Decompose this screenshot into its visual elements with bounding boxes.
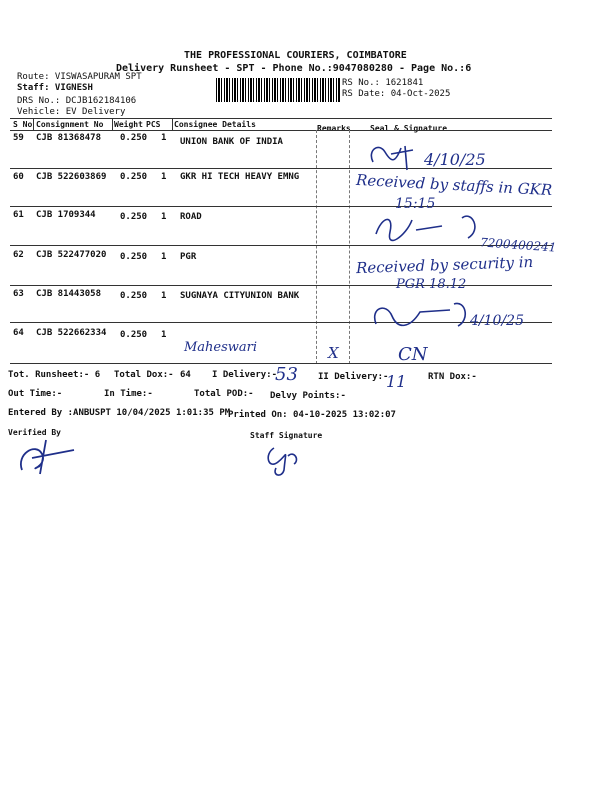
col-sno: S No — [13, 120, 33, 129]
row64-mark: CN — [398, 344, 428, 365]
row63-date: 4/10/25 — [470, 313, 524, 329]
staff-label: Staff: VIGNESH — [17, 83, 93, 93]
printed-on: Printed On: 04-10-2025 13:02:07 — [228, 410, 396, 420]
table-header-rule — [10, 130, 552, 131]
col-details: Consignee Details — [174, 120, 256, 129]
row61-phone: 7200400241 — [479, 235, 557, 255]
staff-signature — [262, 440, 312, 480]
in-time-label: In Time:- — [104, 389, 153, 399]
drs-label: DRS No.: DCJB162184106 — [17, 96, 137, 106]
remarks-right-divider — [349, 130, 350, 364]
out-time-label: Out Time:- — [8, 389, 63, 399]
runsheet-subtitle: Delivery Runsheet - SPT - Phone No.:9047080280 - Page No.:6 — [116, 63, 472, 74]
col-remarks: Remarks — [317, 124, 351, 133]
row63-signature — [370, 298, 480, 336]
row64-name: Maheswari — [184, 340, 258, 355]
entered-by: Entered By :ANBUSPT 10/04/2025 1:01:35 PM — [8, 408, 231, 418]
route-label: Route: VISWASAPURAM SPT — [17, 72, 142, 82]
ii-delivery-label: II Delivery:- — [318, 372, 389, 382]
i-delivery-value: 53 — [275, 364, 298, 385]
delvy-points-label: Delvy Points:- — [270, 391, 346, 401]
col-consignment: Consignment No — [36, 120, 104, 129]
total-dox-label: Total Dox:- — [114, 370, 174, 380]
col-pcs: PCS — [146, 120, 161, 129]
rtn-dox-label: RTN Dox:- — [428, 372, 477, 382]
row64-x-mark: X — [328, 344, 339, 362]
verifier-signature — [12, 436, 82, 476]
rs-number: RS No.: 1621841 — [342, 78, 424, 88]
total-dox-value: 64 — [180, 370, 191, 380]
table-top-rule — [10, 118, 552, 119]
vehicle-label: Vehicle: EV Delivery — [17, 107, 126, 117]
i-delivery-label: I Delivery:- — [212, 370, 278, 380]
col-weight: Weight — [114, 120, 143, 129]
total-pod-label: Total POD:- — [194, 389, 254, 399]
row60-note: Received by staffs in GKR — [355, 170, 553, 200]
total-runsheet: Tot. Runsheet:- 6 — [8, 370, 101, 380]
rs-date: RS Date: 04-Oct-2025 — [342, 89, 451, 99]
verified-by-label: Verified By — [8, 428, 61, 437]
ii-delivery-value: 11 — [386, 372, 407, 391]
row60-time: 15:15 — [395, 196, 436, 212]
row62-note: Received by security in — [355, 252, 534, 278]
remarks-left-divider — [316, 130, 317, 364]
col-seal: Seal & Signature — [370, 124, 448, 133]
row62-location: PGR 18.12 — [396, 277, 467, 292]
barcode — [216, 78, 340, 102]
company-title: THE PROFESSIONAL COURIERS, COIMBATORE — [184, 50, 407, 61]
row59-date: 4/10/25 — [424, 150, 486, 169]
staff-signature-label: Staff Signature — [250, 431, 323, 440]
